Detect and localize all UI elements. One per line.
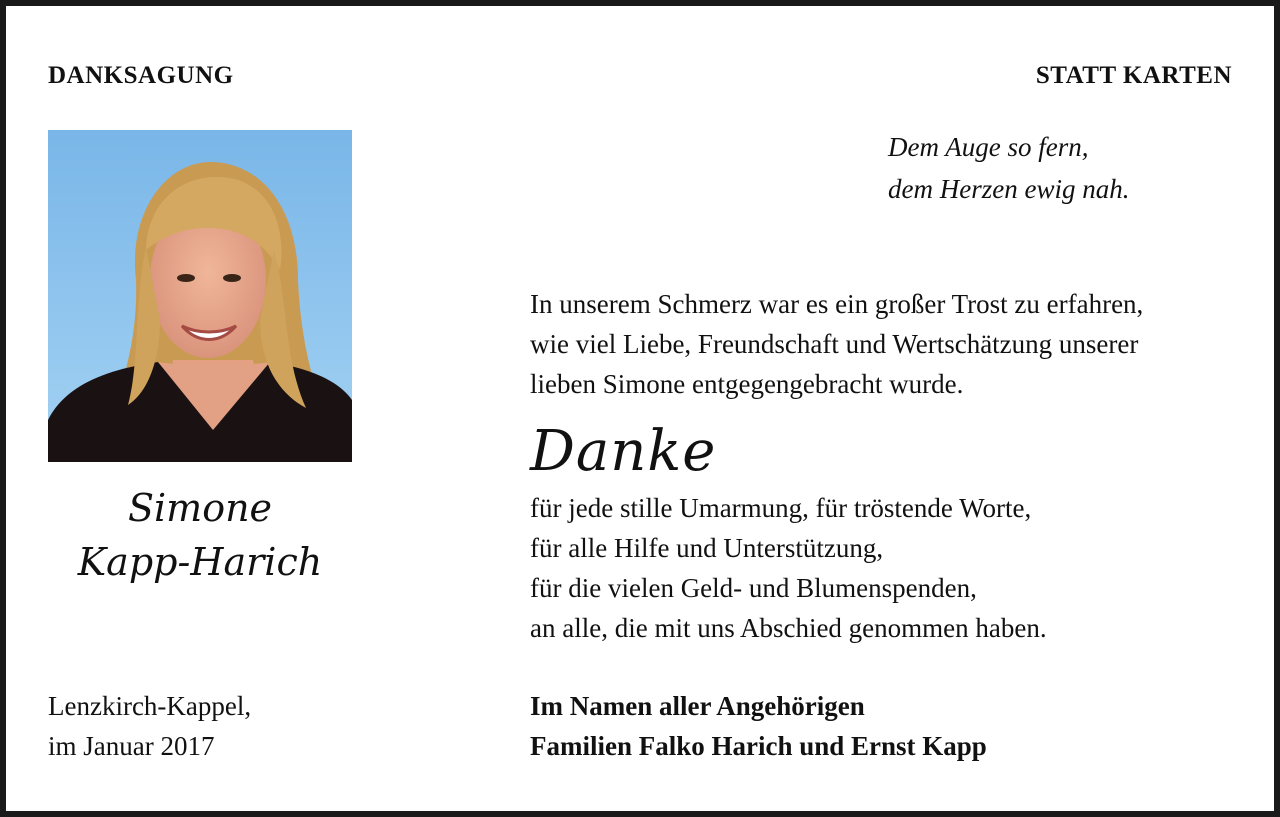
- thanks-line: für die vielen Geld- und Blumenspenden,: [530, 573, 977, 603]
- thanks-paragraph: [530, 488, 1047, 648]
- intro-line: lieben Simone entgegengebracht wurde.: [530, 369, 964, 399]
- heading-statt-karten: STATT KARTEN: [1035, 62, 1232, 89]
- thanks-line: für alle Hilfe und Unterstützung,: [530, 533, 884, 563]
- signoff-line: Familien Falko Harich und Ernst Kapp: [530, 731, 987, 761]
- quote-line: dem Herzen ewig nah.: [888, 174, 1130, 204]
- thanks-line: an alle, die mit uns Abschied genommen haben.: [530, 613, 1047, 643]
- heading-danksagung: DANKSAGUNG: [48, 62, 234, 89]
- date-line: im Januar 2017: [48, 731, 215, 761]
- name-last: Kapp-Harich: [77, 540, 323, 584]
- name-first: Simone: [127, 486, 273, 530]
- intro-paragraph: [530, 284, 1143, 404]
- quote-line: Dem Auge so fern,: [888, 132, 1089, 162]
- place-date: [48, 686, 251, 766]
- portrait-photo-icon: [48, 130, 352, 462]
- quote: [888, 126, 1129, 210]
- thanks-line: für jede stille Umarmung, für tröstende Worte,: [530, 493, 1032, 523]
- danke-heading: Danke: [530, 419, 717, 484]
- signoff: [530, 686, 987, 766]
- signoff-line: Im Namen aller Angehörigen: [530, 691, 865, 721]
- intro-line: In unserem Schmerz war es ein großer Trost zu erfahren,: [530, 289, 1144, 319]
- place-line: Lenzkirch-Kappel,: [48, 691, 252, 721]
- intro-line: wie viel Liebe, Freundschaft und Wertschätzung unserer: [530, 329, 1139, 359]
- portrait-photo: [48, 130, 352, 462]
